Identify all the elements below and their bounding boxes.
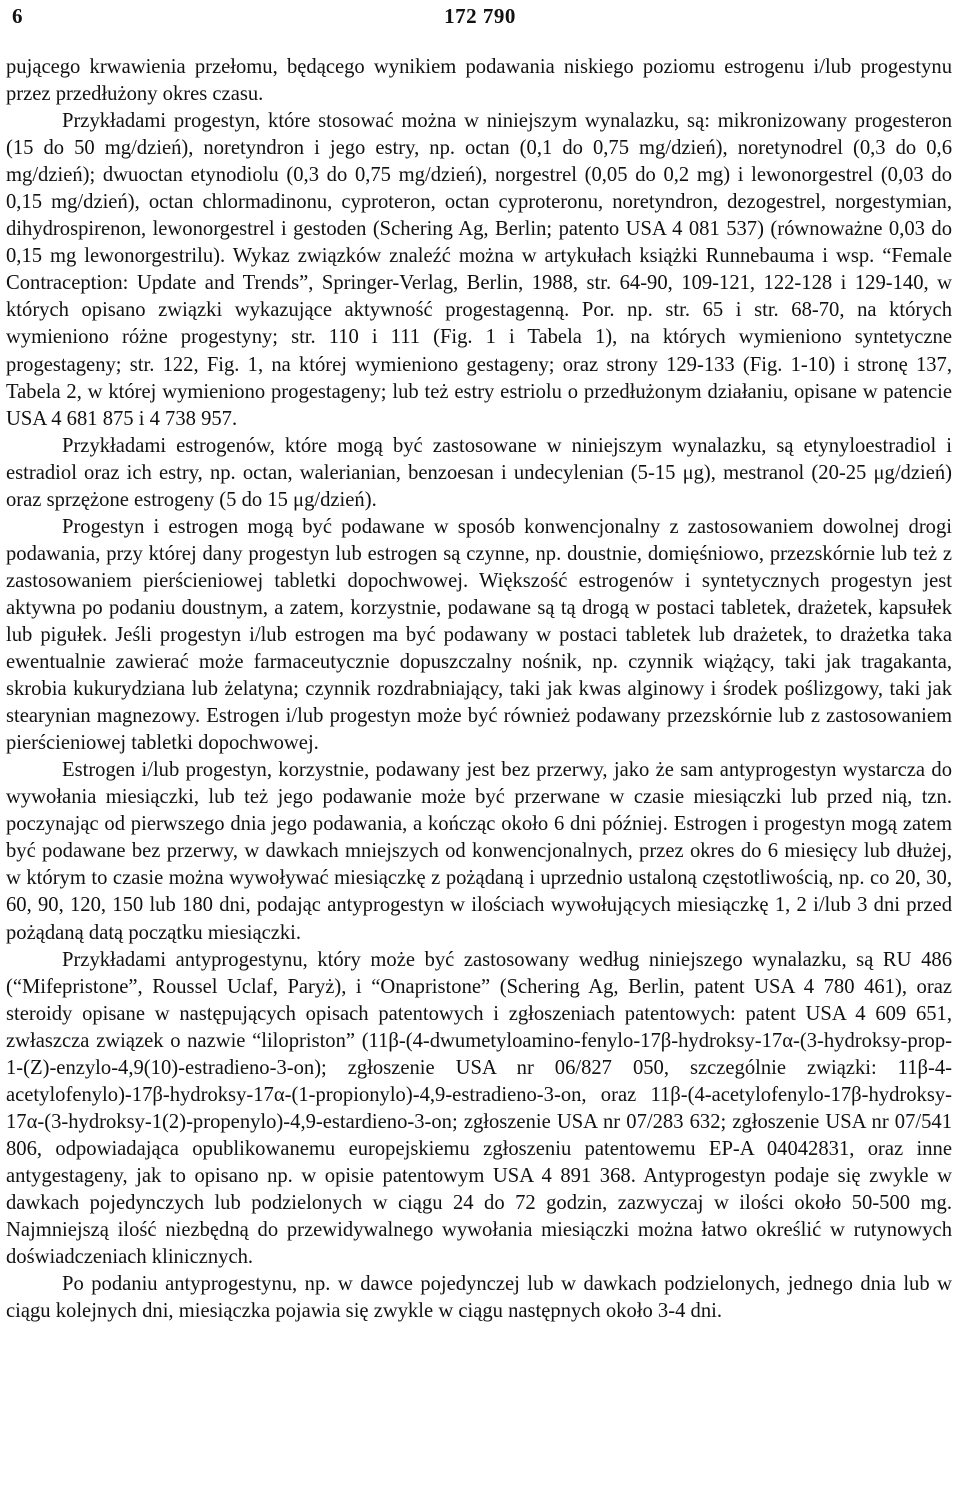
patent-number: 172 790 — [444, 4, 516, 28]
paragraph: Przykładami antyprogestynu, który może być zastosowany według niniejszego wynalazku, są RU 486 (“Mifepristone”, Roussel Uclaf, Paryż), i “Onapristone” (Schering Ag, Berlin, patent USA 4 780 461), oraz steroidy opisane w następujących opisach patentowych i zgłoszeniach patentowych: patent USA 4 609 651, zwłaszcza związek o nazwie “lilopriston” (11β-(4-dwumetyloamino-fenylo-17β-hydroksy-17α-(3-hydroksy-prop-1-(Z)-enzylo-4,9(10)-estradieno-3-on); zgłoszenie USA nr 06/827 050, szczególnie związki: 11β-4-acetylofenylo)-17β-hydroksy-17α-(1-propionylo)-4,9-estradieno-3-on, oraz 11β-(4-acetylofenylo-17β-hydroksy-17α-(3-hydroksy-1(2)-propenylo)-4,9-estardieno-3-on; zgłoszenie USA nr 07/283 632; zgłoszenie USA nr 07/541 806, odpowiadająca opublikowanemu europejskiemu zgłoszeniu patentowemu EP-A 04042831, oraz inne antygestageny, jak to opisano np. w opisie patentowym USA 4 891 368. Antyprogestyn podaje się zwykle w dawkach pojedynczych lub podzielonych w ciągu 24 do 72 godzin, zazwyczaj w ilości około 50-500 mg. Najmniejszą ilość niezbędną do przewidywalnego wywołania miesiączki można łatwo określić w rutynowych doświadczeniach klinicznych. — [6, 948, 952, 1269]
page-number: 6 — [12, 4, 23, 28]
paragraph: Progestyn i estrogen mogą być podawane w sposób konwencjonalny z zastosowaniem dowolnej drogi podawania, przy której dany progestyn lub estrogen są czynne, np. doustnie, domięśniowo, przezskórnie lub też z zastosowaniem pierścieniowej tabletki dopochwowej. Większość estrogenów i syntetycznych progestyn jest aktywna po podaniu doustnym, a zatem, korzystnie, podawane są tą drogą w postaci tabletek, drażetek, kapsułek lub pigułek. Jeśli progestyn i/lub estrogen ma być podawany w postaci tabletek lub drażetek, to drażetka taka ewentualnie zawierać może farmaceutycznie dopuszczalny nośnik, np. czynnik wiążący, taki jak tragakanta, skrobia kukurydziana lub żelatyna; czynnik rozdrabniający, taki jak kwas alginowy i środek poślizgowy, taki jak stearynian magnezowy. Estrogen i/lub progestyn może być również podawany przezskórnie lub z zastosowaniem pierścieniowej tabletki dopochwowej. — [6, 515, 952, 755]
paragraph: Estrogen i/lub progestyn, korzystnie, podawany jest bez przerwy, jako że sam antyprogestyn wystarcza do wywołania miesiączki, lub też jego podawanie może być przerwane w czasie miesiączki lub przed nią, tzn. poczynając od pierwszego dnia jego podawania, a kończąc około 6 dni później. Estrogen i progestyn mogą zatem być podawane bez przerwy, w dawkach mniejszych od konwencjonalnych, przez okres do 6 miesięcy lub dłużej, w którym to czasie można wywoływać miesiączkę z pożądaną i uprzednio ustaloną częstotliwością, np. co 20, 30, 60, 90, 120, 150 lub 180 dni, podając antyprogestyn w ilościach wywołujących miesiączkę 1, 2 i/lub 3 dni przed pożądaną datą początku miesiączki. — [6, 759, 952, 944]
paragraph: Przykładami progestyn, które stosować można w niniejszym wynalazku, są: mikronizowany progesteron (15 do 50 mg/dzień), noretyndron i jego estry, np. octan (0,1 do 0,75 mg/dzień), noretynodrel (0,3 do 0,6 mg/dzień); dwuoctan etynodiolu (0,3 do 0,75 mg/dzień), norgestrel (0,05 do 0,2 mg) i lewonorgestrel (0,03 do 0,15 mg/dzień), octan chlormadinonu, cyproteron, octan cyproteronu, noretyndron, dezogestrel, norgestymian, dihydrospirenon, lewonorgestrel i gestoden (Schering Ag, Berlin; patento USA 4 081 537) (równoważne 0,03 do 0,15 mg lewonorgestrilu). Wykaz związków znaleźć można w artykułach książki Runnebauma i wsp. “Female Contraception: Update and Trends”, Springer-Verlag, Berlin, 1988, str. 64-90, 109-121, 122-128 i 129-140, w których opisano związki wykazujące aktywność progestagenną. Por. np. str. 65 i str. 68-70, na których wymieniono różne progestyny; str. 110 i 111 (Fig. 1 i Tabela 1), na których wymieniono syntetyczne progestageny; str. 122, Fig. 1, na której wymieniono gestageny; oraz strony 129-133 (Fig. 1-10) i stronę 137, Tabela 2, w której wymieniono progestageny; lub też estry estriolu o przedłużonym działaniu, opisane w patencie USA 4 681 875 i 4 738 957. — [6, 110, 952, 430]
paragraph: Po podaniu antyprogestynu, np. w dawce pojedynczej lub w dawkach podzielonych, jednego dnia lub w ciągu kolejnych dni, miesiączka pojawia się zwykle w ciągu następnych około 3-4 dni. — [6, 1273, 952, 1323]
paragraph: Przykładami estrogenów, które mogą być zastosowane w niniejszym wynalazku, są etynyloestradiol i estradiol oraz ich estry, np. octan, walerianian, benzoesan i undecylenian (5-15 μg), mestranol (20-25 μg/dzień) oraz sprzężone estrogeny (5 do 15 μg/dzień). — [6, 434, 952, 511]
page-header — [6, 0, 954, 40]
body-text — [6, 54, 952, 1325]
paragraph: pującego krwawienia przełomu, będącego wynikiem podawania niskiego poziomu estrogenu i/lub progestynu przez przedłużony okres czasu. — [6, 56, 952, 106]
